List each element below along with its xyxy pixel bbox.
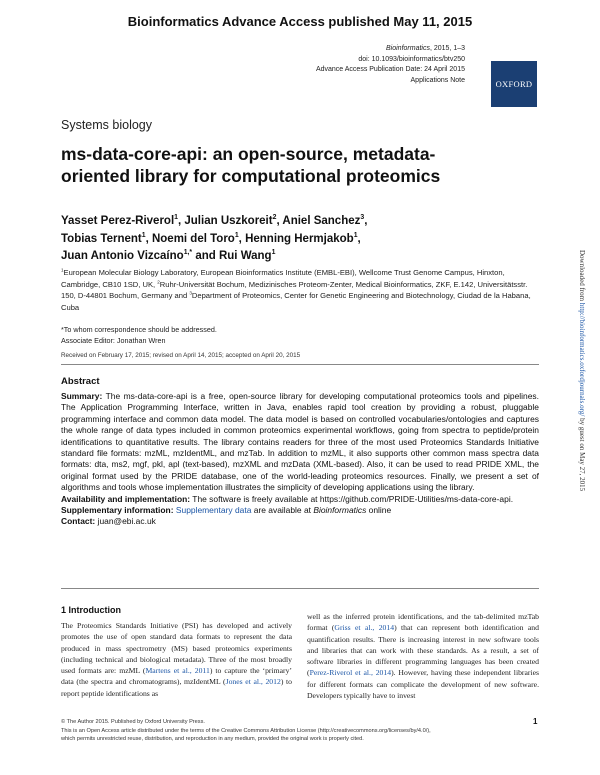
doi[interactable]: doi: 10.1093/bioinformatics/btv250: [358, 55, 465, 63]
divider: [61, 588, 539, 589]
introduction-heading: 1 Introduction: [61, 605, 121, 615]
publication-date: Advance Access Publication Date: 24 April 2015: [315, 66, 465, 73]
author-list: Yasset Perez-Riverol$^1$, Julian Uszkoreit$^2$, Aniel Sanchez$^3$, Tobias Ternent$^1$, Noemi del Toro$^1$, Henning Hermjakob$^1$, Juan Antonio Vizcaíno$^{1,*}$ and Rui Wang$^1$: [61, 214, 368, 262]
journal-citation: Bioinformatics, 2015, 1–3: [386, 45, 465, 52]
license-line: This is an Open Access article distributed under the terms of the Creative Commons Attribution License (http://creativecommons.org/licenses/by/4.0/),: [61, 727, 431, 734]
introduction-right-column: well as the inferred protein identifications, and the tab-delimited mzTab format (Griss et al., 2014) that can represent both identification and quantification results. There is increasing interest in new software tools and libraries that can work with these standards. As a result, a set of software libraries in different programming languages has been created (Perez-Riverol et al., 2014). However, having these independent libraries for different formats can complicate the development of new software. Developers typically have to invest: [307, 612, 539, 701]
article-type: Applications Note: [410, 76, 465, 84]
author[interactable]: Rui Wang$^1$: [218, 249, 276, 262]
copyright-footer: [61, 718, 539, 744]
supplementary-data-link[interactable]: Supplementary data: [175, 505, 252, 516]
introduction-left-column: The Proteomics Standards Initiative (PSI) has developed and actively promotes the use of open standard data formats to represent the data produced in mass spectrometry (MS) based proteomics experiments (including technical and biological metadata). Three of the most broadly used formats are: mzML (Martens et al., 2011) to capture the ‘primary’ data (the spectra and chromatograms), mzIdentML (Jones et al., 2012) to report peptide identifications as: [61, 621, 292, 698]
received-dates: Received on February 17, 2015; revised on April 14, 2015; accepted on April 20, 2015: [61, 352, 301, 359]
author[interactable]: Aniel Sanchez$^3$: [282, 214, 365, 227]
license-line: which permits unrestricted reuse, distribution, and reproduction in any medium, provided the original work is properly cited.: [61, 736, 364, 743]
abstract-body: [61, 391, 539, 528]
divider: [61, 364, 539, 365]
citation-link[interactable]: Griss et al., 2014: [334, 623, 395, 633]
author[interactable]: Julian Uszkoreit$^2$: [184, 214, 277, 227]
citation-link[interactable]: Jones et al., 2012: [225, 677, 281, 687]
citation-link[interactable]: Martens et al., 2011: [145, 666, 210, 676]
abstract-summary: Summary: The ms-data-core-api is a free, open-source library for developing computational proteomics tools and pipelines. The Application Programming Interface, written in Java, enables rapid tool creation by providing a robust, pluggable programming interface and common data model. The data model is based on controlled vocabularies/ontologies and captures the whole range of data types included in common proteomics experimental workflows, going from spectra to peptide/protein identifications to quantitative results. The library contains readers for three of the most used Proteomics Standards Initiative standard file formats: mzML, mzIdentML, and mzTab. In addition to mzML, it also supports other common mass spectra data formats: dta, ms2, mgf, pkl, apl (text-based), mzXML and mzData (XML-based). Also, it can be used to read PRIDE XML, the original format used by the PRIDE database, one of the world-leading proteomics resources. Finally, we present a set of algorithms and tools whose implementation illustrates the simplicity of developing applications using the library.: [61, 391, 539, 493]
associate-editor: Associate Editor: Jonathan Wren: [61, 336, 166, 345]
abstract-availability: Availability and implementation: The software is freely available at https://github.com/PRIDE-Utilities/ms-data-core-api.: [61, 493, 514, 504]
article-metadata: [316, 44, 465, 86]
article-title: ms-data-core-api: an open-source, metadata-oriented library for computational proteomics: [61, 144, 441, 186]
abstract-contact: Contact: juan@ebi.ac.uk: [61, 516, 156, 527]
citation-link[interactable]: Perez-Riverol et al., 2014: [309, 668, 392, 678]
advance-access-banner: Bioinformatics Advance Access published May 11, 2015: [127, 14, 473, 29]
section-label: Systems biology: [61, 118, 153, 132]
copyright-line: © The Author 2015. Published by Oxford University Press.: [61, 719, 205, 725]
author[interactable]: Juan Antonio Vizcaíno$^{1,*}$: [61, 249, 193, 262]
page-number: 1: [533, 717, 538, 726]
author[interactable]: Henning Hermjakob$^1$: [245, 231, 358, 245]
correspondence: *To whom correspondence should be addressed.: [61, 325, 217, 334]
abstract-supplementary: Supplementary information: Supplementary data are available at Bioinformatics online: [61, 505, 392, 516]
download-url-link[interactable]: http://bioinformatics.oxfordjournals.org/: [578, 302, 586, 417]
correspondence-note: [61, 324, 217, 346]
author[interactable]: Tobias Ternent$^1$: [61, 231, 146, 245]
abstract-heading: Abstract: [61, 376, 100, 387]
affiliations: $^1$European Molecular Biology Laboratory, European Bioinformatics Institute (EMBL-EBI), Wellcome Trust Genome Campus, Hinxton, Cambridge, CB10 1SD, UK, $^2$Ruhr-Universität Bochum, Medizinisches Proteom-Zenter, Medical Bioinformatics, ZKF, E.142, Universitätsstr. 150, D-44801 Bochum, Germany and $^3$Department of Proteomics, Center for Genetic Engineering and Biotechnology, Ciudad de la Habana, Cuba: [61, 267, 531, 312]
oxford-logo: OXFORD: [491, 61, 537, 107]
author[interactable]: Noemi del Toro$^1$: [151, 231, 239, 245]
author[interactable]: Yasset Perez-Riverol$^1$: [61, 214, 178, 227]
download-sidebar: [576, 250, 586, 580]
download-notice: Downloaded from http://bioinformatics.oxfordjournals.org/ by guest on May 27, 2015: [578, 250, 586, 492]
